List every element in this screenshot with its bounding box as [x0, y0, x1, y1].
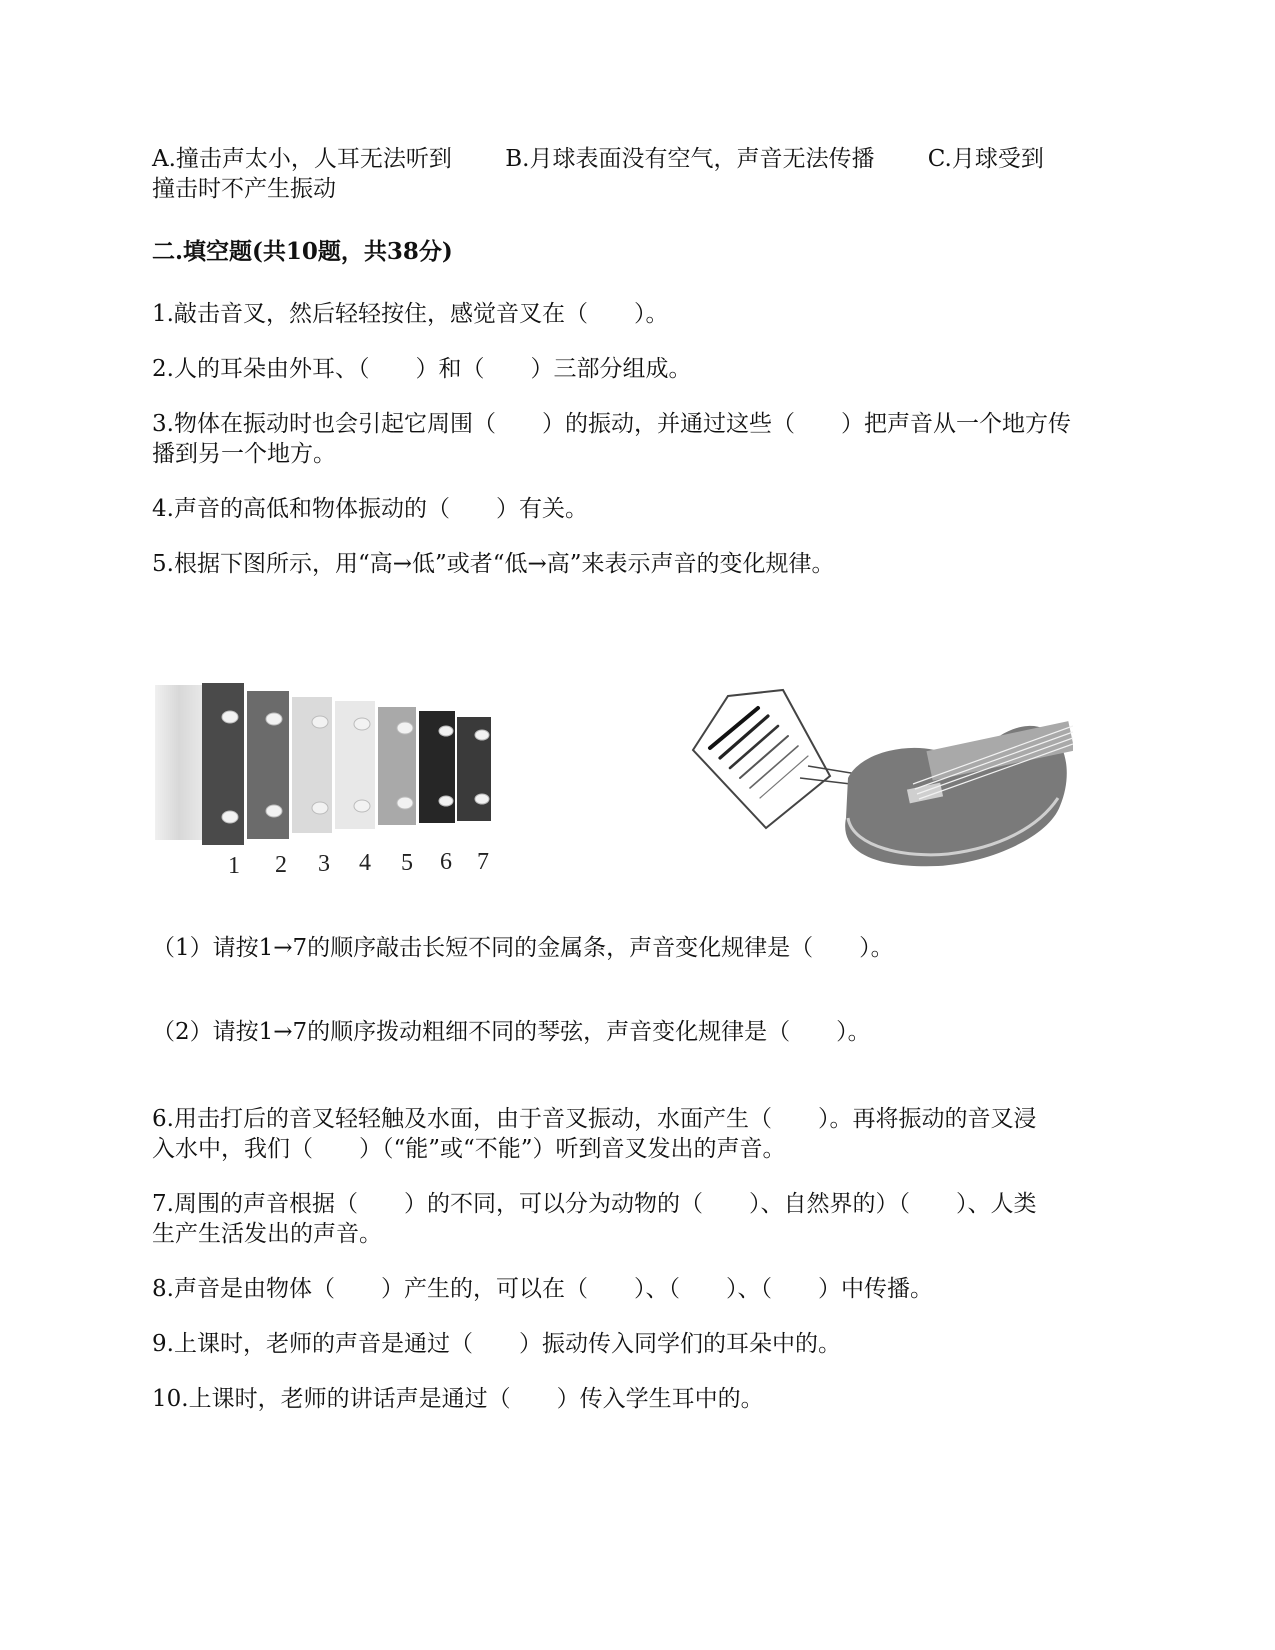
bar-number: 6 [440, 849, 452, 875]
bar-number: 3 [318, 851, 330, 877]
bar-peg [475, 730, 489, 740]
question-5-sub-2: （2）请按1→7的顺序拨动粗细不同的琴弦，声音变化规律是（ ）。 [152, 1019, 871, 1045]
xylophone-figure [150, 675, 510, 885]
bar-peg [312, 716, 328, 728]
bar-peg [439, 796, 453, 806]
xylophone-stand [155, 685, 203, 840]
question-8: 8.声音是由物体（ ）产生的，可以在（ ）、（ ）、（ ）中传播。 [152, 1276, 933, 1302]
bar-number: 4 [359, 850, 371, 876]
xylophone-bar [335, 701, 375, 829]
question-4: 4.声音的高低和物体振动的（ ）有关。 [152, 496, 588, 522]
section-title: 二.填空题(共10题，共38分) [152, 238, 453, 265]
question-7-line-1: 7.周围的声音根据（ ）的不同，可以分为动物的（ ）、自然界的）（ ）、人类 [152, 1191, 1037, 1217]
bar-number: 5 [401, 850, 413, 876]
bar-number: 1 [228, 853, 240, 879]
question-7-line-2: 生产生活发出的声音。 [152, 1221, 382, 1247]
bar-peg [354, 800, 370, 812]
question-2: 2.人的耳朵由外耳、（ ）和（ ）三部分组成。 [152, 356, 692, 382]
bar-peg [397, 722, 413, 734]
bar-number: 7 [477, 849, 489, 875]
bar-peg [397, 797, 413, 809]
question-6-line-2: 入水中，我们（ ）（“能”或“不能”）听到音叉发出的声音。 [152, 1136, 786, 1162]
question-5: 5.根据下图所示，用“高→低”或者“低→高”来表示声音的变化规律。 [152, 551, 835, 577]
bar-peg [439, 726, 453, 736]
question-6-line-1: 6.用击打后的音叉轻轻触及水面，由于音叉振动，水面产生（ ）。再将振动的音叉浸 [152, 1106, 1037, 1132]
bar-peg [354, 718, 370, 730]
guitar [845, 721, 1073, 866]
bar-peg [266, 713, 282, 725]
option-line-2: 撞击时不产生振动 [152, 176, 336, 202]
question-3-line-1: 3.物体在振动时也会引起它周围（ ）的振动，并通过这些（ ）把声音从一个地方传 [152, 411, 1071, 437]
bar-number: 2 [275, 852, 287, 878]
question-10: 10.上课时，老师的讲话声是通过（ ）传入学生耳中的。 [152, 1386, 764, 1412]
guitar-figure [688, 688, 1073, 873]
question-5-sub-1: （1）请按1→7的顺序敲击长短不同的金属条，声音变化规律是（ ）。 [152, 935, 894, 961]
xylophone-bar [247, 691, 289, 839]
question-9: 9.上课时，老师的声音是通过（ ）振动传入同学们的耳朵中的。 [152, 1331, 841, 1357]
bar-peg [312, 802, 328, 814]
option-line-1: A.撞击声太小，人耳无法听到 B.月球表面没有空气，声音无法传播 C.月球受到 [152, 146, 1044, 172]
bar-peg [222, 711, 238, 723]
bar-peg [475, 794, 489, 804]
question-1: 1.敲击音叉，然后轻轻按住，感觉音叉在（ ）。 [152, 301, 669, 327]
bar-peg [222, 811, 238, 823]
question-3-line-2: 播到另一个地方。 [152, 441, 336, 467]
bar-peg [266, 805, 282, 817]
